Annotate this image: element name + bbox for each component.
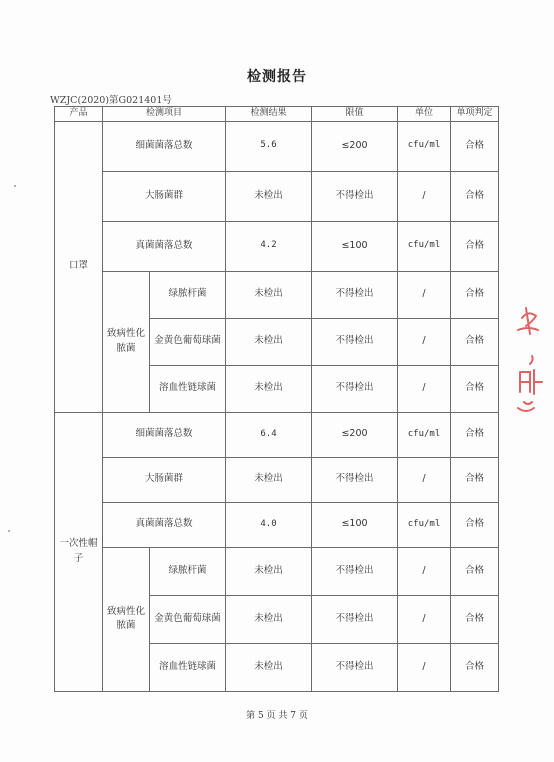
header-item: 检测项目	[103, 107, 226, 122]
verdict-cell: 合格	[451, 643, 499, 691]
product-cell: 一次性帽子	[55, 412, 103, 691]
verdict-cell: 合格	[451, 412, 499, 457]
limit-cell: 不得检出	[312, 595, 398, 643]
item-cell: 金黄色葡萄球菌	[150, 318, 226, 365]
unit-cell: /	[398, 271, 451, 318]
result-cell: 未检出	[226, 318, 312, 365]
result-cell: 未检出	[226, 171, 312, 221]
verdict-cell: 合格	[451, 365, 499, 412]
limit-cell: ≤200	[312, 412, 398, 457]
table-row	[55, 457, 499, 502]
item-cell: 真菌菌落总数	[103, 502, 226, 547]
table-header-row	[55, 107, 499, 122]
limit-cell: 不得检出	[312, 365, 398, 412]
test-results-table	[54, 106, 499, 692]
scan-speck	[8, 530, 10, 532]
item-cell: 大肠菌群	[103, 457, 226, 502]
item-cell: 绿脓杆菌	[150, 271, 226, 318]
unit-cell: cfu/ml	[398, 502, 451, 547]
header-limit: 限值	[312, 107, 398, 122]
table-row	[55, 221, 499, 271]
limit-cell: ≤200	[312, 121, 398, 171]
result-cell: 未检出	[226, 595, 312, 643]
verdict-cell: 合格	[451, 121, 499, 171]
unit-cell: /	[398, 643, 451, 691]
header-product: 产品	[55, 107, 103, 122]
item-cell: 真菌菌落总数	[103, 221, 226, 271]
result-cell: 6.4	[226, 412, 312, 457]
item-cell: 溶血性链球菌	[150, 643, 226, 691]
pathogen-group-cell: 致病性化脓菌	[103, 271, 150, 412]
verdict-cell: 合格	[451, 502, 499, 547]
verdict-cell: 合格	[451, 271, 499, 318]
verdict-cell: 合格	[451, 318, 499, 365]
table-row	[55, 171, 499, 221]
unit-cell: cfu/ml	[398, 412, 451, 457]
pathogen-group-cell: 致病性化脓菌	[103, 547, 150, 691]
table-row	[55, 502, 499, 547]
verdict-cell: 合格	[451, 221, 499, 271]
item-cell: 金黄色葡萄球菌	[150, 595, 226, 643]
item-cell: 绿脓杆菌	[150, 547, 226, 595]
result-cell: 5.6	[226, 121, 312, 171]
limit-cell: 不得检出	[312, 171, 398, 221]
item-cell: 细菌菌落总数	[103, 412, 226, 457]
limit-cell: 不得检出	[312, 547, 398, 595]
header-unit: 单位	[398, 107, 451, 122]
result-cell: 4.2	[226, 221, 312, 271]
item-cell: 大肠菌群	[103, 171, 226, 221]
unit-cell: /	[398, 318, 451, 365]
verdict-cell: 合格	[451, 547, 499, 595]
limit-cell: 不得检出	[312, 457, 398, 502]
result-cell: 未检出	[226, 271, 312, 318]
header-result: 检测结果	[226, 107, 312, 122]
limit-cell: ≤100	[312, 221, 398, 271]
result-cell: 未检出	[226, 365, 312, 412]
table-row	[55, 412, 499, 457]
verdict-cell: 合格	[451, 595, 499, 643]
unit-cell: /	[398, 595, 451, 643]
scan-speck	[14, 185, 16, 187]
seal-stamp-icon	[508, 300, 548, 420]
unit-cell: /	[398, 365, 451, 412]
verdict-cell: 合格	[451, 171, 499, 221]
header-verdict: 单项判定	[451, 107, 499, 122]
limit-cell: ≤100	[312, 502, 398, 547]
table-row	[55, 271, 499, 318]
result-cell: 未检出	[226, 643, 312, 691]
table-row	[55, 547, 499, 595]
report-title: 检测报告	[247, 69, 307, 85]
unit-cell: /	[398, 171, 451, 221]
unit-cell: /	[398, 457, 451, 502]
result-cell: 未检出	[226, 547, 312, 595]
limit-cell: 不得检出	[312, 271, 398, 318]
item-cell: 细菌菌落总数	[103, 121, 226, 171]
verdict-cell: 合格	[451, 457, 499, 502]
item-cell: 溶血性链球菌	[150, 365, 226, 412]
page-footer: 第 5 页 共 7 页	[246, 711, 308, 721]
limit-cell: 不得检出	[312, 318, 398, 365]
result-cell: 4.0	[226, 502, 312, 547]
result-cell: 未检出	[226, 457, 312, 502]
unit-cell: cfu/ml	[398, 121, 451, 171]
table-row	[55, 121, 499, 171]
product-cell: 口罩	[55, 121, 103, 412]
document-number: WZJC(2020)第G021401号	[50, 95, 172, 106]
limit-cell: 不得检出	[312, 643, 398, 691]
unit-cell: /	[398, 547, 451, 595]
unit-cell: cfu/ml	[398, 221, 451, 271]
